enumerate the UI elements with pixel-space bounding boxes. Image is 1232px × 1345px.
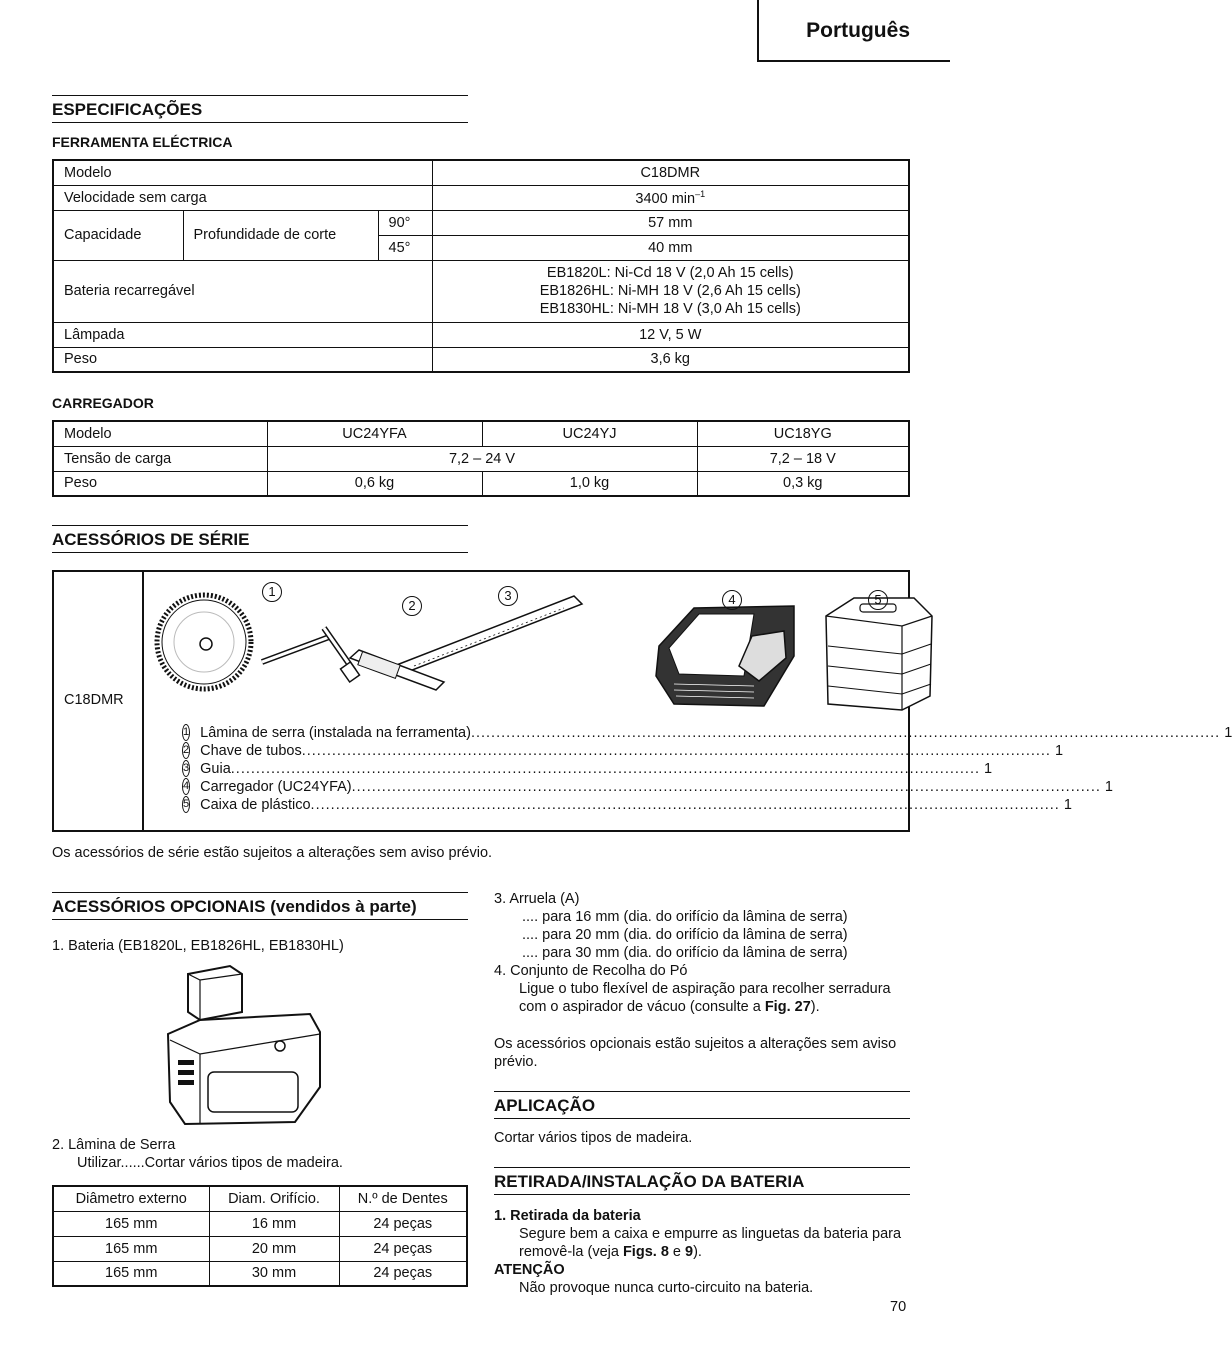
item-label: Carregador (UC24YFA) <box>200 779 352 795</box>
blade-table <box>52 1185 468 1287</box>
item4-text-b: ). <box>810 999 820 1015</box>
application-text: Cortar vários tipos de madeira. <box>494 1130 693 1146</box>
charger-weight: 0,3 kg <box>697 471 909 496</box>
accessory-model: C18DMR <box>64 692 124 708</box>
box-wrench-icon <box>262 628 360 682</box>
charger-label: Peso <box>53 471 267 496</box>
table-row <box>53 1211 467 1236</box>
spec-value <box>432 260 909 322</box>
table-row <box>53 185 909 210</box>
battery-removal-heading: 1. Retirada da bateria <box>494 1208 641 1224</box>
item-qty: 1 <box>1224 725 1232 741</box>
standard-accessories-note: Os acessórios de série estão sujeitos a alterações sem aviso prévio. <box>52 845 493 861</box>
table-row <box>53 1186 467 1211</box>
table-cell: 24 peças <box>339 1236 467 1261</box>
table-row <box>53 446 909 471</box>
removal-fig9: 9 <box>685 1244 694 1260</box>
spec-label: Bateria recarregável <box>53 260 432 322</box>
list-item: 3 Guia ..................................................................................................................................................... 1 <box>183 761 993 777</box>
table-row <box>53 1261 467 1286</box>
charger-weight: 1,0 kg <box>482 471 697 496</box>
table-cell: 16 mm <box>209 1211 339 1236</box>
charger-model: UC24YFA <box>267 421 482 446</box>
optional-item-3-lines <box>522 908 912 962</box>
table-cell: 165 mm <box>53 1211 209 1236</box>
tool-heading: FERRAMENTA ELÉCTRICA <box>52 134 233 150</box>
specs-title: ESPECIFICAÇÕES <box>52 95 468 123</box>
item-qty: 1 <box>1063 797 1072 813</box>
removal-and: e <box>668 1244 686 1260</box>
column-header: Diâmetro externo <box>53 1186 209 1211</box>
charger-voltage: 7,2 – 24 V <box>267 446 697 471</box>
spec-value: C18DMR <box>432 160 909 185</box>
spec-label: Capacidade <box>53 210 183 260</box>
item-label: Chave de tubos <box>200 743 302 759</box>
removal-text-a: Segure bem a caixa e empurre as linguetas da bateria para removê-la (veja <box>519 1226 902 1260</box>
saw-blade-icon <box>157 595 251 689</box>
table-row <box>53 347 909 372</box>
language-label: Português <box>806 19 910 42</box>
standard-accessories-title: ACESSÓRIOS DE SÉRIE <box>52 525 468 553</box>
charger-label: Modelo <box>53 421 267 446</box>
table-cell: 24 peças <box>339 1261 467 1286</box>
spec-label: Peso <box>53 347 432 372</box>
item-number: 5 <box>182 796 190 813</box>
list-item: 2 Chave de tubos ..................................................................................................................................................... 1 <box>183 743 1064 759</box>
battery-icon <box>160 962 330 1132</box>
spec-value <box>432 185 909 210</box>
charger-label: Tensão de carga <box>53 446 267 471</box>
accessory-list <box>182 724 1232 814</box>
item4-text-a: Ligue o tubo flexível de aspiração para recolher serradura com o aspirador de vácuo (consulte a <box>519 981 891 1015</box>
optional-item-3-title: 3. Arruela (A) <box>494 891 580 907</box>
marker-4: 4 <box>722 590 742 610</box>
item-label: Guia <box>200 761 231 777</box>
washer-line: .... para 20 mm (dia. do orifício da lâmina de serra) <box>522 927 848 943</box>
optional-accessories-title: ACESSÓRIOS OPCIONAIS (vendidos à parte) <box>52 892 468 920</box>
table-row <box>53 160 909 185</box>
battery-line: EB1820L: Ni-Cd 18 V (2,0 Ah 15 cells) <box>546 265 794 281</box>
marker-2: 2 <box>402 596 422 616</box>
battery-line: EB1830HL: Ni-MH 18 V (3,0 Ah 15 cells) <box>539 301 801 317</box>
charger-model: UC18YG <box>697 421 909 446</box>
table-row <box>53 260 909 322</box>
language-tab <box>757 0 950 62</box>
spec-label: Lâmpada <box>53 322 432 347</box>
table-cell: 165 mm <box>53 1236 209 1261</box>
item-number: 3 <box>182 760 190 777</box>
spec-value: 12 V, 5 W <box>432 322 909 347</box>
warning-text: Não provoque nunca curto-circuito na bateria. <box>519 1280 814 1296</box>
tool-spec-table <box>52 159 910 373</box>
spec-value: 40 mm <box>432 235 909 260</box>
charger-weight: 0,6 kg <box>267 471 482 496</box>
optional-item-2-use: Utilizar......Cortar vários tipos de madeira. <box>77 1155 343 1171</box>
warning-label: ATENÇÃO <box>494 1262 565 1278</box>
table-cell: 24 peças <box>339 1211 467 1236</box>
optional-accessories-note: Os acessórios opcionais estão sujeitos a alterações sem aviso prévio. <box>494 1036 897 1070</box>
application-title: APLICAÇÃO <box>494 1091 910 1119</box>
removal-figs: Figs. 8 <box>622 1244 669 1260</box>
optional-item-1: 1. Bateria (EB1820L, EB1826HL, EB1830HL) <box>52 938 344 954</box>
charger-heading: CARREGADOR <box>52 395 154 411</box>
plastic-case-icon <box>826 598 932 710</box>
spec-label: Velocidade sem carga <box>53 185 432 210</box>
item-number: 2 <box>182 742 190 759</box>
table-cell: 165 mm <box>53 1261 209 1286</box>
optional-item-4-text <box>519 980 911 1016</box>
model-column <box>54 572 144 830</box>
charger-model: UC24YJ <box>482 421 697 446</box>
speed-value: 3400 min <box>635 190 696 207</box>
item-label: Caixa de plástico <box>200 797 311 813</box>
item-qty: 1 <box>1054 743 1064 759</box>
list-item: 1 Lâmina de serra (instalada na ferramenta) ..................................................................................................................................................... 1 <box>183 725 1232 741</box>
marker-1: 1 <box>262 582 282 602</box>
table-row <box>53 322 909 347</box>
page-number: 70 <box>890 1299 907 1315</box>
table-cell: 30 mm <box>209 1261 339 1286</box>
item-number: 4 <box>182 778 190 795</box>
guide-icon <box>350 596 582 690</box>
spec-value: 57 mm <box>432 210 909 235</box>
battery-line: EB1826HL: Ni-MH 18 V (2,6 Ah 15 cells) <box>539 283 801 299</box>
table-row <box>53 1236 467 1261</box>
angle-label: 45° <box>378 235 432 260</box>
removal-text-b: ). <box>693 1244 702 1260</box>
item-qty: 1 <box>984 761 993 777</box>
list-item: 4 Carregador (UC24YFA) ..................................................................................................................................................... 1 <box>183 779 1113 795</box>
optional-item-4-title: 4. Conjunto de Recolha do Pó <box>494 963 688 979</box>
battery-section-title: RETIRADA/INSTALAÇÃO DA BATERIA <box>494 1167 910 1195</box>
table-row <box>53 471 909 496</box>
battery-removal-text <box>519 1225 911 1261</box>
table-cell: 20 mm <box>209 1236 339 1261</box>
standard-accessories-box <box>52 570 1232 832</box>
item-number: 1 <box>182 724 190 741</box>
item-label: Lâmina de serra (instalada na ferramenta) <box>200 725 471 741</box>
angle-label: 90° <box>378 210 432 235</box>
spec-value: 3,6 kg <box>432 347 909 372</box>
spec-label: Profundidade de corte <box>183 210 378 260</box>
spec-label: Modelo <box>53 160 432 185</box>
charger-table <box>52 420 910 497</box>
accessories-illustration <box>154 586 894 716</box>
column-header: N.º de Dentes <box>339 1186 467 1211</box>
table-row <box>53 421 909 446</box>
list-item: 5 Caixa de plástico ..................................................................................................................................................... 1 <box>183 797 1072 813</box>
item4-fig: Fig. 27 <box>764 999 811 1015</box>
optional-item-2-title: 2. Lâmina de Serra <box>52 1137 176 1153</box>
table-row <box>53 210 909 235</box>
charger-voltage: 7,2 – 18 V <box>697 446 909 471</box>
item-qty: 1 <box>1104 779 1113 795</box>
marker-5: 5 <box>868 590 888 610</box>
charger-icon <box>656 606 794 706</box>
marker-3: 3 <box>498 586 518 606</box>
column-header: Diam. Orifício. <box>209 1186 339 1211</box>
washer-line: .... para 30 mm (dia. do orifício da lâmina de serra) <box>522 945 848 961</box>
washer-line: .... para 16 mm (dia. do orifício da lâmina de serra) <box>522 909 848 925</box>
speed-unit-sup: –1 <box>695 188 706 199</box>
